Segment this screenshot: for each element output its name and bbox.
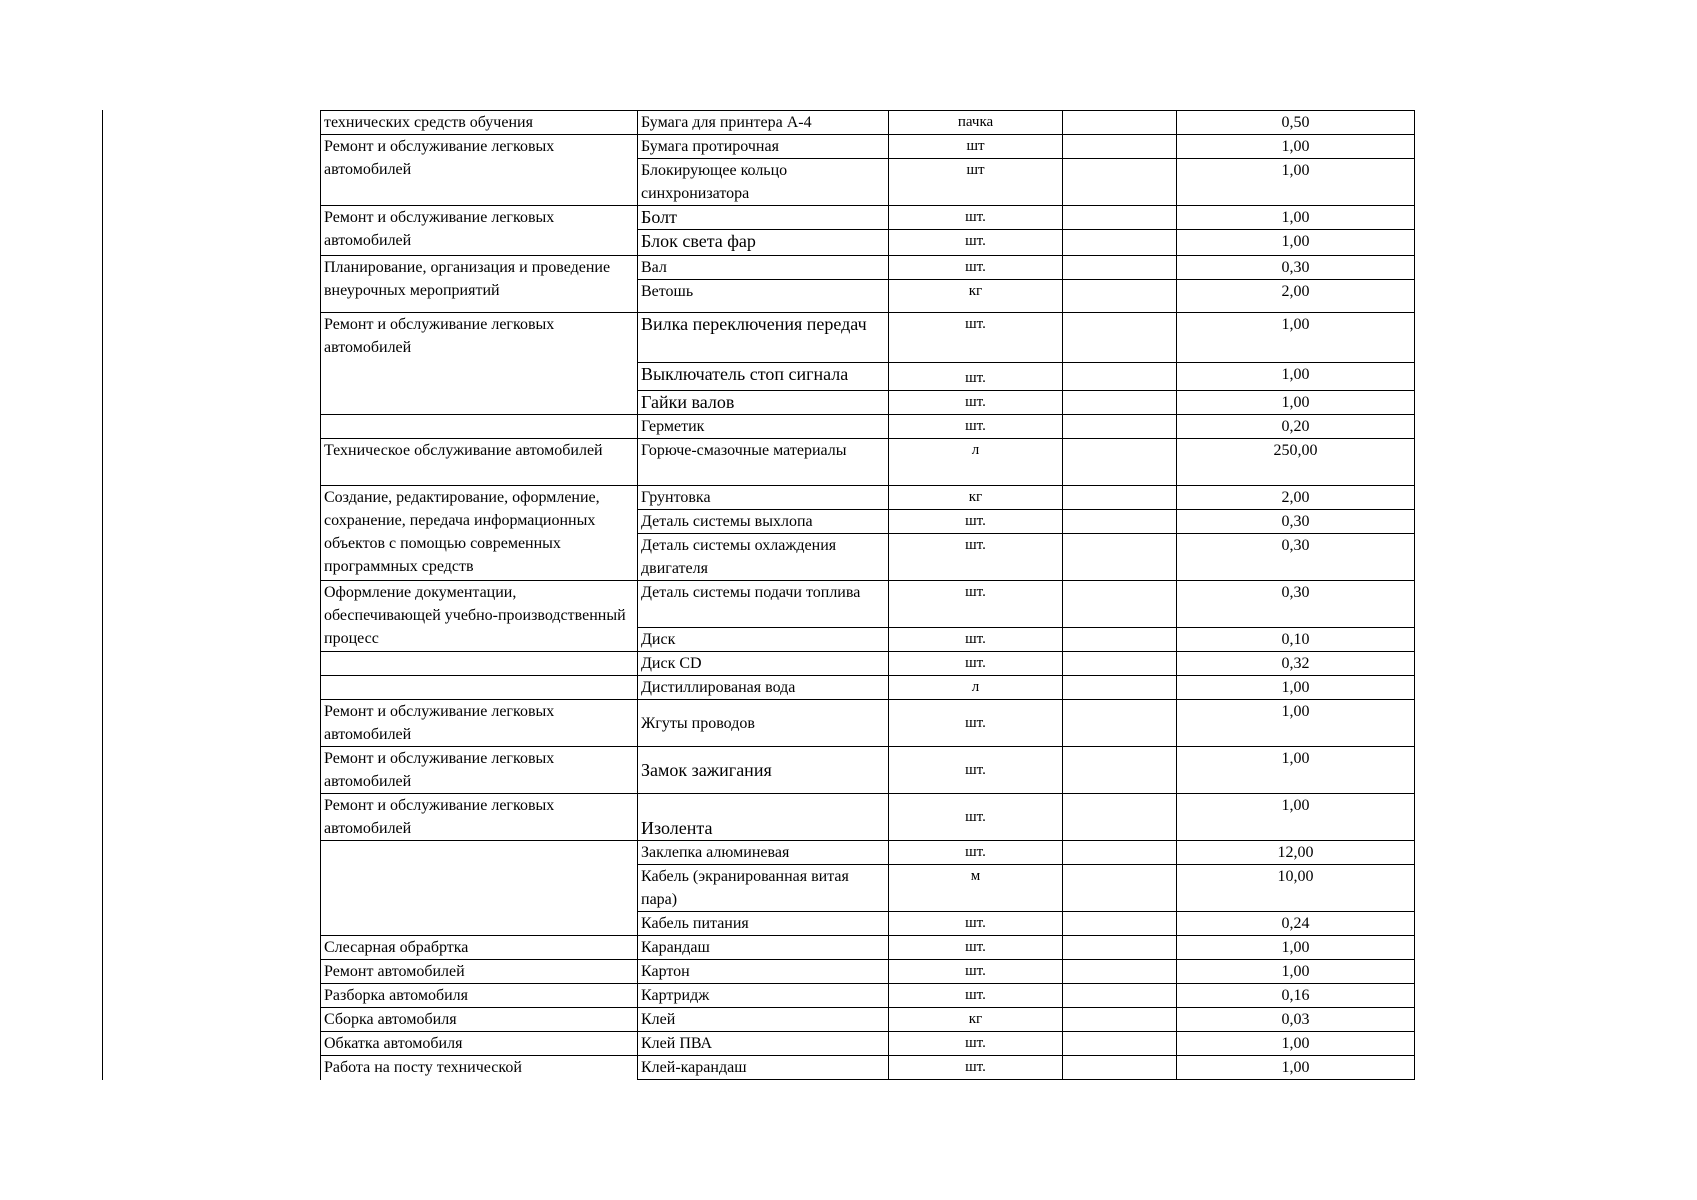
- material-cell: Ветошь: [638, 280, 889, 313]
- table-row: [321, 439, 1415, 486]
- material-cell: Герметик: [638, 415, 889, 439]
- empty-cell: [1063, 700, 1177, 747]
- qty-cell: 10,00: [1177, 865, 1415, 912]
- qty-cell: 1,00: [1177, 313, 1415, 363]
- unit-cell: шт.: [889, 700, 1063, 747]
- unit-cell: шт.: [889, 841, 1063, 865]
- empty-cell: [1063, 747, 1177, 794]
- empty-cell: [1063, 256, 1177, 280]
- material-cell: Дистиллированая вода: [638, 676, 889, 700]
- material-cell: Кабель (экранированная витая пара): [638, 865, 889, 912]
- empty-cell: [1063, 984, 1177, 1008]
- table-row: [321, 206, 1415, 230]
- empty-cell: [1063, 206, 1177, 230]
- qty-cell: 0,16: [1177, 984, 1415, 1008]
- empty-cell: [1063, 581, 1177, 628]
- empty-cell: [1063, 652, 1177, 676]
- material-cell: Горюче-смазочные материалы: [638, 439, 889, 486]
- material-cell: Деталь системы охлаждения двигателя: [638, 534, 889, 581]
- material-cell: Картон: [638, 960, 889, 984]
- material-cell: Вилка переключения передач: [638, 313, 889, 363]
- material-cell: Диск CD: [638, 652, 889, 676]
- unit-cell: шт.: [889, 794, 1063, 841]
- activity-cell: Обкатка автомобиля: [321, 1032, 638, 1056]
- empty-cell: [1063, 313, 1177, 363]
- activity-cell: [321, 652, 638, 676]
- table-row: [321, 1032, 1415, 1056]
- empty-cell: [1063, 439, 1177, 486]
- table-row: [321, 841, 1415, 865]
- unit-cell: л: [889, 676, 1063, 700]
- material-cell: Кабель питания: [638, 912, 889, 936]
- unit-cell: кг: [889, 280, 1063, 313]
- material-cell: Изолента: [638, 794, 889, 841]
- unit-cell: м: [889, 865, 1063, 912]
- unit-cell: л: [889, 439, 1063, 486]
- unit-cell: пачка: [889, 111, 1063, 135]
- qty-cell: 1,00: [1177, 1032, 1415, 1056]
- table-row: [321, 936, 1415, 960]
- qty-cell: 0,30: [1177, 510, 1415, 534]
- table-row: [321, 486, 1415, 510]
- table-row: [321, 313, 1415, 363]
- activity-cell: Планирование, организация и проведение внеурочных мероприятий: [321, 256, 638, 313]
- empty-cell: [1063, 280, 1177, 313]
- qty-cell: 0,50: [1177, 111, 1415, 135]
- empty-cell: [1063, 865, 1177, 912]
- empty-cell: [1063, 230, 1177, 256]
- material-cell: Карандаш: [638, 936, 889, 960]
- qty-cell: 0,10: [1177, 628, 1415, 652]
- unit-cell: шт.: [889, 313, 1063, 363]
- page-margin-line: [102, 110, 103, 1080]
- activity-cell: Разборка автомобиля: [321, 984, 638, 1008]
- material-cell: Клей: [638, 1008, 889, 1032]
- qty-cell: 0,30: [1177, 534, 1415, 581]
- unit-cell: шт.: [889, 581, 1063, 628]
- table-row: [321, 1056, 1415, 1080]
- unit-cell: шт.: [889, 391, 1063, 415]
- qty-cell: 0,20: [1177, 415, 1415, 439]
- material-cell: Деталь системы выхлопа: [638, 510, 889, 534]
- qty-cell: 1,00: [1177, 1056, 1415, 1080]
- material-cell: Клей ПВА: [638, 1032, 889, 1056]
- material-cell: Блокирующее кольцо синхронизатора: [638, 159, 889, 206]
- material-cell: Бумага для принтера А-4: [638, 111, 889, 135]
- material-cell: Вал: [638, 256, 889, 280]
- activity-cell: Ремонт и обслуживание легковых автомобилей: [321, 747, 638, 794]
- qty-cell: 2,00: [1177, 280, 1415, 313]
- empty-cell: [1063, 159, 1177, 206]
- empty-cell: [1063, 676, 1177, 700]
- table-row: [321, 960, 1415, 984]
- table-row: [321, 135, 1415, 159]
- unit-cell: шт: [889, 135, 1063, 159]
- material-cell: Диск: [638, 628, 889, 652]
- unit-cell: шт: [889, 159, 1063, 206]
- material-cell: Картридж: [638, 984, 889, 1008]
- empty-cell: [1063, 510, 1177, 534]
- empty-cell: [1063, 391, 1177, 415]
- material-cell: Болт: [638, 206, 889, 230]
- empty-cell: [1063, 960, 1177, 984]
- activity-cell: Оформление документации, обеспечивающей учебно-производственный процесс: [321, 581, 638, 652]
- material-cell: Заклепка алюминевая: [638, 841, 889, 865]
- activity-cell: Слесарная обрабртка: [321, 936, 638, 960]
- empty-cell: [1063, 936, 1177, 960]
- activity-cell: Ремонт автомобилей: [321, 960, 638, 984]
- qty-cell: 1,00: [1177, 936, 1415, 960]
- unit-cell: шт.: [889, 363, 1063, 391]
- qty-cell: 0,30: [1177, 256, 1415, 280]
- table-row: [321, 676, 1415, 700]
- qty-cell: 1,00: [1177, 960, 1415, 984]
- unit-cell: шт.: [889, 230, 1063, 256]
- qty-cell: 1,00: [1177, 363, 1415, 391]
- qty-cell: 1,00: [1177, 230, 1415, 256]
- empty-cell: [1063, 1008, 1177, 1032]
- activity-cell: Ремонт и обслуживание легковых автомобилей: [321, 700, 638, 747]
- qty-cell: 1,00: [1177, 206, 1415, 230]
- qty-cell: 12,00: [1177, 841, 1415, 865]
- empty-cell: [1063, 486, 1177, 510]
- unit-cell: шт.: [889, 1032, 1063, 1056]
- unit-cell: шт.: [889, 628, 1063, 652]
- empty-cell: [1063, 363, 1177, 391]
- material-cell: Деталь системы подачи топлива: [638, 581, 889, 628]
- unit-cell: шт.: [889, 415, 1063, 439]
- material-cell: Грунтовка: [638, 486, 889, 510]
- qty-cell: 1,00: [1177, 747, 1415, 794]
- unit-cell: шт.: [889, 534, 1063, 581]
- material-cell: Замок зажигания: [638, 747, 889, 794]
- activity-cell: Ремонт и обслуживание легковых автомобилей: [321, 206, 638, 256]
- activity-cell: [321, 841, 638, 936]
- material-cell: Блок света фар: [638, 230, 889, 256]
- qty-cell: 1,00: [1177, 135, 1415, 159]
- unit-cell: шт.: [889, 510, 1063, 534]
- empty-cell: [1063, 841, 1177, 865]
- unit-cell: шт.: [889, 747, 1063, 794]
- activity-cell: Ремонт и обслуживание легковых автомобилей: [321, 313, 638, 415]
- table-row: [321, 581, 1415, 628]
- table-row: [321, 256, 1415, 280]
- activity-cell: [321, 676, 638, 700]
- empty-cell: [1063, 1056, 1177, 1080]
- empty-cell: [1063, 1032, 1177, 1056]
- qty-cell: 0,32: [1177, 652, 1415, 676]
- table-row: [321, 1008, 1415, 1032]
- qty-cell: 2,00: [1177, 486, 1415, 510]
- qty-cell: 0,30: [1177, 581, 1415, 628]
- table-row: [321, 111, 1415, 135]
- qty-cell: 1,00: [1177, 159, 1415, 206]
- unit-cell: шт.: [889, 960, 1063, 984]
- qty-cell: 0,24: [1177, 912, 1415, 936]
- table-row: [321, 652, 1415, 676]
- unit-cell: шт.: [889, 1056, 1063, 1080]
- material-cell: Жгуты проводов: [638, 700, 889, 747]
- qty-cell: 250,00: [1177, 439, 1415, 486]
- material-cell: Гайки валов: [638, 391, 889, 415]
- activity-cell: Сборка автомобиля: [321, 1008, 638, 1032]
- unit-cell: шт.: [889, 936, 1063, 960]
- empty-cell: [1063, 135, 1177, 159]
- table-row: [321, 415, 1415, 439]
- empty-cell: [1063, 794, 1177, 841]
- activity-cell: Техническое обслуживание автомобилей: [321, 439, 638, 486]
- unit-cell: шт.: [889, 206, 1063, 230]
- qty-cell: 1,00: [1177, 676, 1415, 700]
- unit-cell: кг: [889, 1008, 1063, 1032]
- material-cell: Клей-карандаш: [638, 1056, 889, 1080]
- material-cell: Выключатель стоп сигнала: [638, 363, 889, 391]
- empty-cell: [1063, 912, 1177, 936]
- materials-table: [320, 110, 1415, 1080]
- qty-cell: 0,03: [1177, 1008, 1415, 1032]
- unit-cell: шт.: [889, 984, 1063, 1008]
- activity-cell: Работа на посту технической: [321, 1056, 638, 1080]
- table-row: [321, 984, 1415, 1008]
- table-row: [321, 794, 1415, 841]
- qty-cell: 1,00: [1177, 391, 1415, 415]
- activity-cell: Ремонт и обслуживание легковых автомобилей: [321, 135, 638, 206]
- qty-cell: 1,00: [1177, 700, 1415, 747]
- table-row: [321, 700, 1415, 747]
- empty-cell: [1063, 415, 1177, 439]
- unit-cell: шт.: [889, 652, 1063, 676]
- empty-cell: [1063, 628, 1177, 652]
- qty-cell: 1,00: [1177, 794, 1415, 841]
- empty-cell: [1063, 534, 1177, 581]
- activity-cell: Создание, редактирование, оформление, сохранение, передача информационных объектов с помощью современных программных средств: [321, 486, 638, 581]
- material-cell: Бумага протирочная: [638, 135, 889, 159]
- activity-cell: технических средств обучения: [321, 111, 638, 135]
- activity-cell: Ремонт и обслуживание легковых автомобилей: [321, 794, 638, 841]
- activity-cell: [321, 415, 638, 439]
- unit-cell: шт.: [889, 912, 1063, 936]
- unit-cell: кг: [889, 486, 1063, 510]
- table-row: [321, 747, 1415, 794]
- unit-cell: шт.: [889, 256, 1063, 280]
- empty-cell: [1063, 111, 1177, 135]
